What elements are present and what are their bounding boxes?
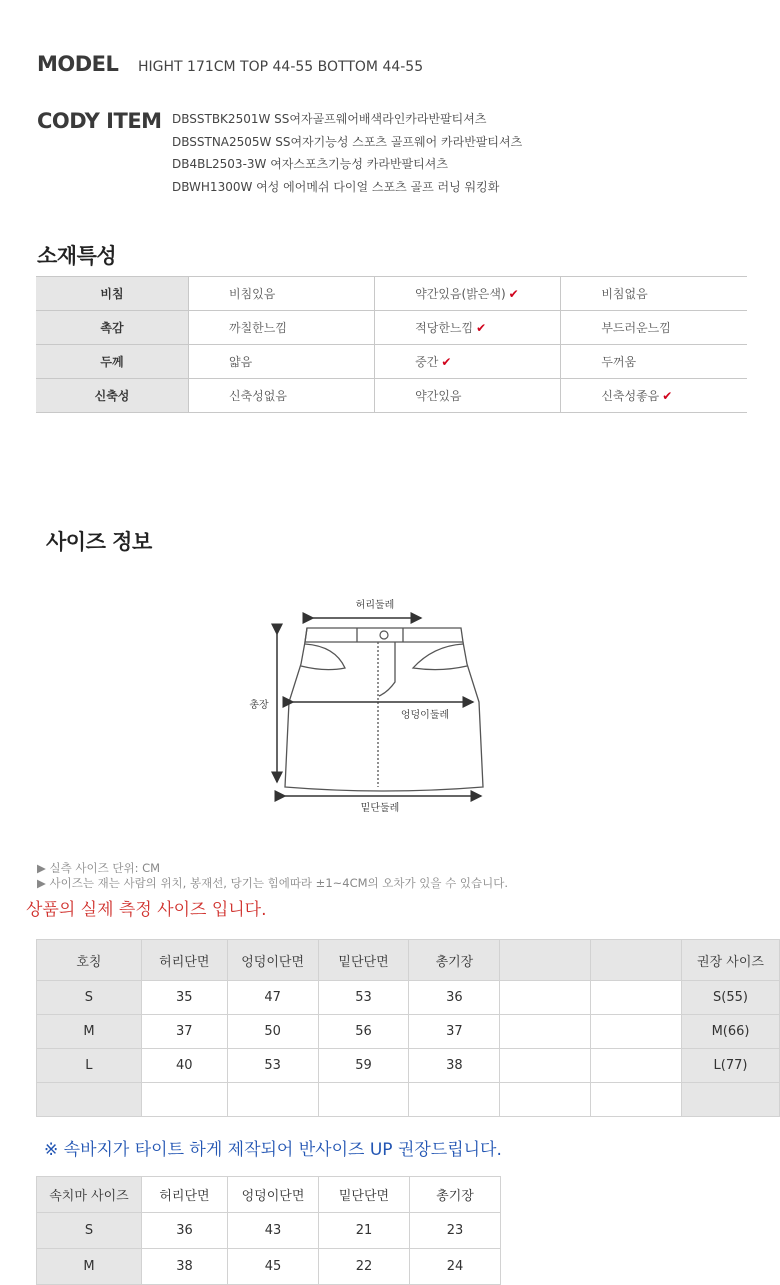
cody-item: DBSSTBK2501W SS여자골프웨어배색라인카라반팔티셔츠 <box>172 112 487 126</box>
material-option-label: 두꺼움 <box>601 355 637 369</box>
material-option <box>561 345 747 379</box>
model-measurements: HIGHT 171CM TOP 44-55 BOTTOM 44-55 <box>138 59 424 75</box>
inner-cell: S <box>37 1213 142 1249</box>
inner-cell: M <box>37 1249 142 1285</box>
size-table <box>36 939 780 1117</box>
inner-table-row <box>37 1213 501 1249</box>
size-cell: 50 <box>227 1015 318 1049</box>
size-cell: 56 <box>318 1015 409 1049</box>
material-option <box>561 277 747 311</box>
size-header-cell: 권장 사이즈 <box>682 940 780 981</box>
size-cell: S(55) <box>682 981 780 1015</box>
inner-table-header <box>37 1177 501 1213</box>
size-cell: 37 <box>141 1015 227 1049</box>
length-label: 총장 <box>249 700 269 711</box>
size-table-row <box>37 1083 780 1117</box>
size-header-cell: 총기장 <box>409 940 500 981</box>
size-cell <box>591 1083 682 1117</box>
size-cell: 59 <box>318 1049 409 1083</box>
size-table-header <box>37 940 780 981</box>
size-header-cell: 호칭 <box>37 940 142 981</box>
material-option-label: 비침없음 <box>601 287 648 301</box>
check-icon: ✔ <box>662 389 673 403</box>
size-cell <box>500 1015 591 1049</box>
material-option <box>375 345 561 379</box>
check-icon: ✔ <box>508 287 519 301</box>
cody-item: DBWH1300W 여성 에어메쉬 다이얼 스포츠 골프 러닝 워킹화 <box>172 179 500 194</box>
size-cell <box>682 1083 780 1117</box>
material-option <box>189 379 375 413</box>
material-option-label: 비침있음 <box>229 287 276 301</box>
cody-item: DBSSTNA2505W SS여자기능성 스포츠 골프웨어 카라반팔티셔츠 <box>172 134 523 149</box>
inner-pants-note: ※ 속바지가 타이트 하게 제작되어 반사이즈 UP 권장드립니다. <box>44 1140 502 1160</box>
inner-table-row <box>37 1249 501 1285</box>
size-cell <box>227 1083 318 1117</box>
material-option <box>189 345 375 379</box>
size-cell: 36 <box>409 981 500 1015</box>
inner-header-cell: 엉덩이단면 <box>228 1177 319 1213</box>
size-cell: 53 <box>227 1049 318 1083</box>
size-cell <box>591 1015 682 1049</box>
inner-cell: 23 <box>410 1213 501 1249</box>
size-cell: 47 <box>227 981 318 1015</box>
material-row-label: 신축성 <box>36 379 189 413</box>
material-option-label: 신축성좋음 <box>601 389 660 403</box>
material-option-label: 신축성없음 <box>229 389 287 403</box>
size-cell <box>500 981 591 1015</box>
size-cell <box>409 1083 500 1117</box>
actual-size-note: 상품의 실제 측정 사이즈 입니다. <box>26 900 267 920</box>
skirt-measure-diagram <box>245 592 505 822</box>
material-option-label: 적당한느낌 <box>415 321 474 335</box>
inner-cell: 24 <box>410 1249 501 1285</box>
unit-note: ▶ 실측 사이즈 단위: CM <box>37 861 161 875</box>
material-option-label: 까칠한느낌 <box>229 321 287 335</box>
size-header-cell: 엉덩이단면 <box>227 940 318 981</box>
size-cell: L <box>37 1049 142 1083</box>
size-cell <box>591 981 682 1015</box>
cody-item: DB4BL2503-3W 여자스포츠기능성 카라반팔티셔츠 <box>172 157 448 171</box>
cody-item-list <box>172 108 522 198</box>
check-icon: ✔ <box>476 321 487 335</box>
material-row <box>36 379 747 413</box>
size-header-cell <box>500 940 591 981</box>
error-note: ▶ 사이즈는 재는 사람의 위치, 봉재선, 당기는 힘에따라 ±1~4CM의 오차가 있을 수 있습니다. <box>37 876 509 890</box>
skirt-outline <box>285 628 483 791</box>
inner-cell: 21 <box>319 1213 410 1249</box>
size-cell: 40 <box>141 1049 227 1083</box>
material-option <box>375 277 561 311</box>
size-cell: 35 <box>141 981 227 1015</box>
inner-skirt-table <box>36 1176 501 1285</box>
material-option <box>375 311 561 345</box>
inner-header-cell: 허리단면 <box>142 1177 228 1213</box>
material-option <box>561 379 747 413</box>
size-cell <box>141 1083 227 1117</box>
model-label: MODEL <box>37 52 119 76</box>
size-table-row <box>37 1049 780 1083</box>
size-cell: L(77) <box>682 1049 780 1083</box>
inner-header-cell: 속치마 사이즈 <box>37 1177 142 1213</box>
material-option-label: 약간있음(밝은색) <box>415 287 506 301</box>
inner-cell: 36 <box>142 1213 228 1249</box>
material-row-label: 두께 <box>36 345 189 379</box>
material-option-label: 중간 <box>415 355 439 369</box>
material-option <box>189 311 375 345</box>
size-table-row <box>37 1015 780 1049</box>
inner-header-cell: 총기장 <box>410 1177 501 1213</box>
material-option-label: 얇음 <box>229 355 253 369</box>
material-row <box>36 277 747 311</box>
size-header-cell: 허리단면 <box>141 940 227 981</box>
size-cell <box>500 1049 591 1083</box>
material-row-label: 촉감 <box>36 311 189 345</box>
check-icon: ✔ <box>441 355 452 369</box>
inner-cell: 38 <box>142 1249 228 1285</box>
size-cell <box>591 1049 682 1083</box>
material-table <box>36 276 747 413</box>
waist-label: 허리둘레 <box>355 600 395 611</box>
size-cell: M <box>37 1015 142 1049</box>
inner-cell: 45 <box>228 1249 319 1285</box>
size-header-cell <box>591 940 682 981</box>
size-cell <box>37 1083 142 1117</box>
material-row <box>36 345 747 379</box>
size-cell: S <box>37 981 142 1015</box>
material-option <box>561 311 747 345</box>
button-icon <box>380 631 388 639</box>
material-row-label: 비침 <box>36 277 189 311</box>
size-header-cell: 밑단단면 <box>318 940 409 981</box>
inner-cell: 43 <box>228 1213 319 1249</box>
size-cell: 38 <box>409 1049 500 1083</box>
hip-label: 엉덩이둘레 <box>400 710 450 721</box>
size-cell: M(66) <box>682 1015 780 1049</box>
size-info-title: 사이즈 정보 <box>46 530 152 554</box>
size-cell: 53 <box>318 981 409 1015</box>
size-table-row <box>37 981 780 1015</box>
hem-label: 밑단둘레 <box>360 803 400 814</box>
inner-cell: 22 <box>319 1249 410 1285</box>
size-cell <box>318 1083 409 1117</box>
material-option <box>189 277 375 311</box>
material-option <box>375 379 561 413</box>
material-option-label: 부드러운느낌 <box>601 321 671 335</box>
material-row <box>36 311 747 345</box>
material-title: 소재특성 <box>37 244 117 268</box>
size-cell: 37 <box>409 1015 500 1049</box>
inner-header-cell: 밑단단면 <box>319 1177 410 1213</box>
size-cell <box>500 1083 591 1117</box>
material-option-label: 약간있음 <box>415 389 462 403</box>
cody-item-label: CODY ITEM <box>37 109 162 133</box>
